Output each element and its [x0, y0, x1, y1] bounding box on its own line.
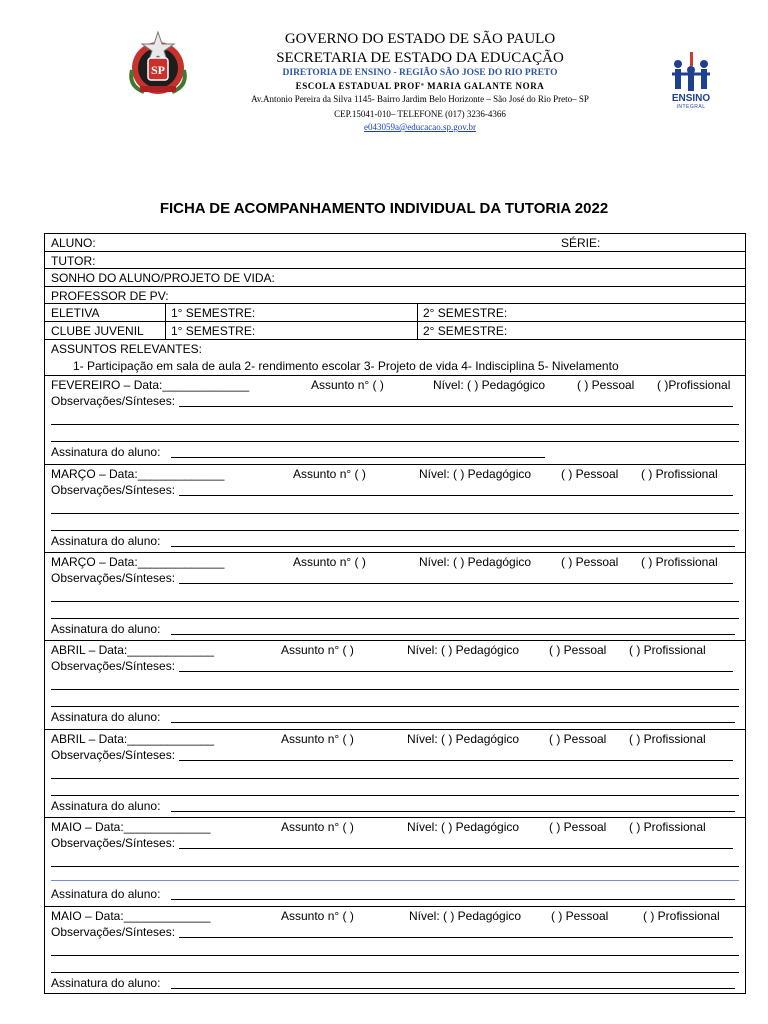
- section-1: [45, 376, 745, 465]
- header-address: Av.Antonio Pereira da Silva 1145- Bairro Jardim Belo Horizonte – São José do Rio Preto– SP: [251, 94, 589, 104]
- section-pessoal: ( ) Pessoal: [549, 820, 607, 834]
- section-pessoal: ( ) Pessoal: [551, 909, 609, 923]
- eletiva-label: ELETIVA: [51, 306, 100, 320]
- answer-line[interactable]: [51, 441, 739, 442]
- section-nivel: Nível: ( ) Pedagógico: [407, 732, 520, 746]
- serie-label: SÉRIE:: [561, 236, 601, 250]
- signature-line[interactable]: [171, 457, 545, 458]
- section-2: [45, 465, 745, 553]
- observacoes-line[interactable]: [179, 848, 733, 849]
- section-month: ABRIL – Data:_____________: [51, 732, 215, 746]
- section-assunto: Assunto n° ( ): [281, 732, 354, 746]
- section-pessoal: ( ) Pessoal: [577, 378, 635, 392]
- section-assunto: Assunto n° ( ): [281, 909, 354, 923]
- section-7: [45, 907, 745, 993]
- section-observacoes: Observações/Sínteses:: [51, 925, 176, 939]
- section-assunto: Assunto n° ( ): [293, 555, 366, 569]
- professor-label: PROFESSOR DE PV:: [51, 289, 169, 303]
- answer-line[interactable]: [51, 618, 739, 619]
- section-assinatura: Assinatura do aluno:: [51, 887, 161, 901]
- header-escola: ESCOLA ESTADUAL PROFª MARIA GALANTE NORA: [295, 81, 545, 91]
- section-observacoes: Observações/Sínteses:: [51, 394, 176, 408]
- assuntos-list: 1- Participação em sala de aula 2- rendimento escolar 3- Projeto de vida 4- Indisciplina 5- Nivelamento: [73, 359, 619, 373]
- section-assunto: Assunto n° ( ): [281, 643, 354, 657]
- answer-line[interactable]: [51, 706, 739, 707]
- section-assinatura: Assinatura do aluno:: [51, 799, 161, 813]
- section-nivel: Nível: ( ) Pedagógico: [407, 820, 520, 834]
- observacoes-line[interactable]: [179, 760, 733, 761]
- eletiva-sem2: 2° SEMESTRE:: [423, 306, 508, 320]
- section-observacoes: Observações/Sínteses:: [51, 571, 176, 585]
- section-assunto: Assunto n° ( ): [293, 467, 366, 481]
- section-observacoes: Observações/Sínteses:: [51, 836, 176, 850]
- section-assinatura: Assinatura do aluno:: [51, 445, 161, 459]
- section-nivel: Nível: ( ) Pedagógico: [409, 909, 522, 923]
- sao-paulo-crest-logo: [124, 30, 192, 98]
- section-assinatura: Assinatura do aluno:: [51, 976, 161, 990]
- section-observacoes: Observações/Sínteses:: [51, 659, 176, 673]
- section-assinatura: Assinatura do aluno:: [51, 710, 161, 724]
- row-aluno: [45, 234, 745, 252]
- header-email-line: [220, 121, 620, 133]
- row-clube: [45, 322, 745, 340]
- section-3: [45, 553, 745, 641]
- section-month: FEVEREIRO – Data:_____________: [51, 378, 250, 392]
- section-profissional: ( ) Profissional: [641, 555, 718, 569]
- section-nivel: Nível: ( ) Pedagógico: [419, 555, 532, 569]
- assuntos-title: ASSUNTOS RELEVANTES:: [51, 342, 202, 356]
- section-assinatura: Assinatura do aluno:: [51, 534, 161, 548]
- section-pessoal: ( ) Pessoal: [561, 555, 619, 569]
- answer-line[interactable]: [51, 955, 739, 956]
- section-pessoal: ( ) Pessoal: [549, 643, 607, 657]
- header-secretaria: SECRETARIA DE ESTADO DA EDUCAÇÃO: [276, 50, 564, 66]
- section-profissional: ( ) Profissional: [643, 909, 720, 923]
- observacoes-line[interactable]: [179, 406, 733, 407]
- clube-sem1: 1° SEMESTRE:: [171, 324, 256, 338]
- sonho-label: SONHO DO ALUNO/PROJETO DE VIDA:: [51, 271, 275, 285]
- row-tutor: [45, 252, 745, 269]
- answer-line[interactable]: [51, 513, 739, 514]
- section-assunto: Assunto n° ( ): [311, 378, 384, 392]
- answer-line[interactable]: [51, 424, 739, 425]
- section-month: MARÇO – Data:_____________: [51, 467, 225, 481]
- aluno-label: ALUNO:: [51, 236, 96, 250]
- signature-line[interactable]: [171, 988, 735, 989]
- observacoes-line[interactable]: [179, 495, 733, 496]
- header-cep-phone: CEP.15041-010– TELEFONE (017) 3236-4366: [334, 109, 506, 119]
- logo-right-sub: INTEGRAL: [676, 104, 706, 110]
- section-profissional: ( ) Profissional: [629, 643, 706, 657]
- logo-right-text: ENSINO: [671, 93, 711, 104]
- section-4: [45, 641, 745, 730]
- section-profissional: ( )Profissional: [657, 378, 731, 392]
- answer-line[interactable]: [51, 530, 739, 531]
- answer-line[interactable]: [51, 972, 739, 973]
- section-pessoal: ( ) Pessoal: [561, 467, 619, 481]
- crest-text: SP: [150, 63, 166, 77]
- section-5: [45, 730, 745, 818]
- ensino-integral-logo: [662, 52, 720, 110]
- answer-line[interactable]: [51, 601, 739, 602]
- section-month: ABRIL – Data:_____________: [51, 643, 215, 657]
- section-6: [45, 818, 745, 907]
- clube-label: CLUBE JUVENIL: [51, 324, 144, 338]
- signature-line[interactable]: [171, 634, 735, 635]
- section-observacoes: Observações/Sínteses:: [51, 483, 176, 497]
- email-link[interactable]: e043059a@educacao.sp.gov.br: [364, 122, 476, 132]
- eletiva-sem1: 1° SEMESTRE:: [171, 306, 256, 320]
- clube-sem2: 2° SEMESTRE:: [423, 324, 508, 338]
- signature-line[interactable]: [171, 722, 735, 723]
- row-professor: [45, 287, 745, 304]
- section-profissional: ( ) Profissional: [629, 820, 706, 834]
- tutoring-form: [44, 233, 746, 994]
- signature-line[interactable]: [171, 899, 735, 900]
- section-observacoes: Observações/Sínteses:: [51, 748, 176, 762]
- header-government: GOVERNO DO ESTADO DE SÃO PAULO: [284, 31, 556, 47]
- page-title: FICHA DE ACOMPANHAMENTO INDIVIDUAL DA TUTORIA 2022: [159, 200, 609, 217]
- section-nivel: Nível: ( ) Pedagógico: [419, 467, 532, 481]
- section-profissional: ( ) Profissional: [629, 732, 706, 746]
- section-assunto: Assunto n° ( ): [281, 820, 354, 834]
- tutor-label: TUTOR:: [51, 254, 96, 268]
- section-pessoal: ( ) Pessoal: [549, 732, 607, 746]
- signature-line[interactable]: [171, 546, 735, 547]
- row-assuntos: [45, 340, 745, 376]
- section-month: MAIO – Data:_____________: [51, 820, 211, 834]
- signature-line[interactable]: [171, 811, 735, 812]
- row-sonho: [45, 269, 745, 287]
- answer-line[interactable]: [51, 795, 739, 796]
- row-eletiva: [45, 304, 745, 322]
- section-nivel: Nível: ( ) Pedagógico: [433, 378, 546, 392]
- section-assinatura: Assinatura do aluno:: [51, 622, 161, 636]
- answer-line-blue[interactable]: [51, 880, 739, 881]
- observacoes-line[interactable]: [179, 583, 733, 584]
- section-nivel: Nível: ( ) Pedagógico: [407, 643, 520, 657]
- section-month: MAIO – Data:_____________: [51, 909, 211, 923]
- answer-line[interactable]: [51, 866, 739, 867]
- answer-line[interactable]: [51, 689, 739, 690]
- answer-line[interactable]: [51, 778, 739, 779]
- observacoes-line[interactable]: [179, 671, 733, 672]
- section-profissional: ( ) Profissional: [641, 467, 718, 481]
- section-month: MARÇO – Data:_____________: [51, 555, 225, 569]
- observacoes-line[interactable]: [179, 937, 733, 938]
- header-diretoria: DIRETORIA DE ENSINO - REGIÃO SÃO JOSE DO RIO PRETO: [282, 68, 558, 78]
